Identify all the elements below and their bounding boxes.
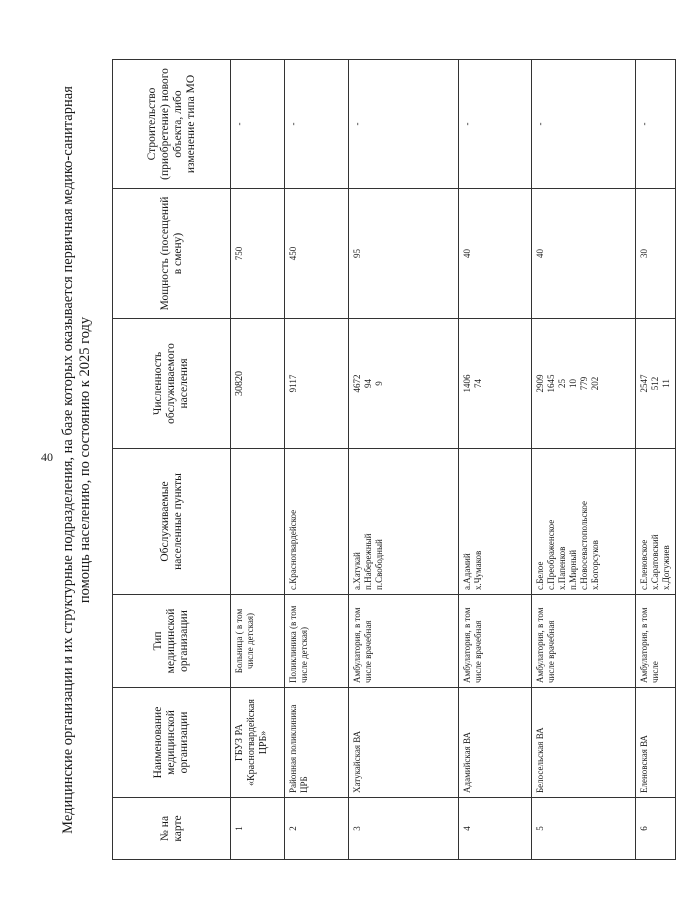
row-capacity: 95 [349,189,459,319]
population-value: 4672 [352,374,362,393]
row-name: Белосельская ВА [532,688,636,798]
settlement-item: х.Чумаков [473,550,483,590]
row-num: 5 [532,798,636,860]
settlement-item: с.Новосевастопольское [579,501,589,590]
settlement-item: с.Белое [535,561,545,590]
row-name: Хатукайская ВА [349,688,459,798]
population-value: 2909 [535,374,545,393]
row-population [532,319,636,449]
row-type: Амбулатория, в том числе врачебная [459,595,532,688]
row-type: Поликлиника (в том числе детская) [285,595,349,688]
row-name: ГБУЗ РА «Красногвардейская ЦРБ» [231,688,285,798]
row-num: 6 [636,798,676,860]
header-type: Тип медицинской организации [113,595,231,688]
population-value: 1406 [462,374,472,393]
settlement-item: а.Хатукай [352,552,362,590]
header-construction: Строительство (приобретение) нового объекта, либо изменение типа МО [113,60,231,189]
population-value: 9 [374,381,384,386]
settlement-item: п.Мирный [568,549,578,590]
table-row [636,60,676,860]
population-value: 94 [363,379,373,388]
row-settlements [285,449,349,595]
settlement-item: п.Набережный [363,533,373,590]
row-population [636,319,676,449]
title-line-1: Медицинские организации и их структурные подразделения, на базе которых оказывается первичная медико-санитарная [60,86,76,834]
row-type: Амбулатория, в том числе [636,595,676,688]
row-type: Амбулатория, в том числе врачебная [349,595,459,688]
settlement-item: х.Догужиев [661,545,671,590]
population-value: 30820 [234,371,245,396]
header-num: № на карте [113,798,231,860]
settlement-item: х.Богорсуков [590,540,600,590]
row-population [459,319,532,449]
population-value: 202 [590,376,600,391]
header-population: Численность обслуживаемого населения [113,319,231,449]
row-population [285,319,349,449]
row-population [231,319,285,449]
table-row [459,60,532,860]
population-value: 11 [661,379,671,388]
row-num: 3 [349,798,459,860]
row-construction: - [532,60,636,189]
table-header-row [113,60,231,860]
settlement-item: х.Саратовский [650,534,660,590]
row-construction: - [636,60,676,189]
settlement-item: а.Адамий [462,553,472,590]
row-capacity: 750 [231,189,285,319]
settlement-item: с.Еленовское [639,539,649,590]
row-construction: - [285,60,349,189]
row-capacity: 450 [285,189,349,319]
row-type: Амбулатория, в том числе врачебная [532,595,636,688]
settlement-item: п.Свободный [374,539,384,590]
population-value: 512 [650,376,660,391]
row-capacity: 30 [636,189,676,319]
header-settlements: Обслуживаемые населенные пункты [113,449,231,595]
population-value: 10 [568,379,578,388]
settlement-item: с.Преображенское [546,519,556,590]
row-num: 2 [285,798,349,860]
row-construction: - [231,60,285,189]
population-value: 74 [473,379,483,388]
table-row [231,60,285,860]
population-value: 25 [557,379,567,388]
document-title [60,60,94,860]
page-number: 40 [41,450,53,464]
row-population [349,319,459,449]
table-row [532,60,636,860]
population-value: 779 [579,376,589,391]
population-value: 2547 [639,374,649,393]
population-value: 1645 [546,374,556,393]
row-num: 1 [231,798,285,860]
medical-organizations-table [112,60,671,860]
row-settlements [636,449,676,595]
row-construction: - [349,60,459,189]
row-type: Больница ( в том числе детская) [231,595,285,688]
row-settlements [349,449,459,595]
rotated-page-content [60,60,671,860]
table-row [285,60,349,860]
row-settlements [459,449,532,595]
row-settlements [231,449,285,595]
row-capacity: 40 [459,189,532,319]
population-value: 9117 [288,374,298,393]
settlement-item: х.Папенков [557,546,567,590]
row-construction: - [459,60,532,189]
header-capacity: Мощность (посещений в смену) [113,189,231,319]
row-name: Еленовская ВА [636,688,676,798]
row-num: 4 [459,798,532,860]
title-line-2: помощь населению, по состоянию к 2025 году [77,316,93,604]
settlement-item: с.Красногвардейское [288,509,298,590]
row-settlements [532,449,636,595]
row-name: Адамийская ВА [459,688,532,798]
row-capacity: 40 [532,189,636,319]
table-row [349,60,459,860]
row-name: Районная поликлиника ЦРБ [285,688,349,798]
header-name: Наименование медицинской организации [113,688,231,798]
